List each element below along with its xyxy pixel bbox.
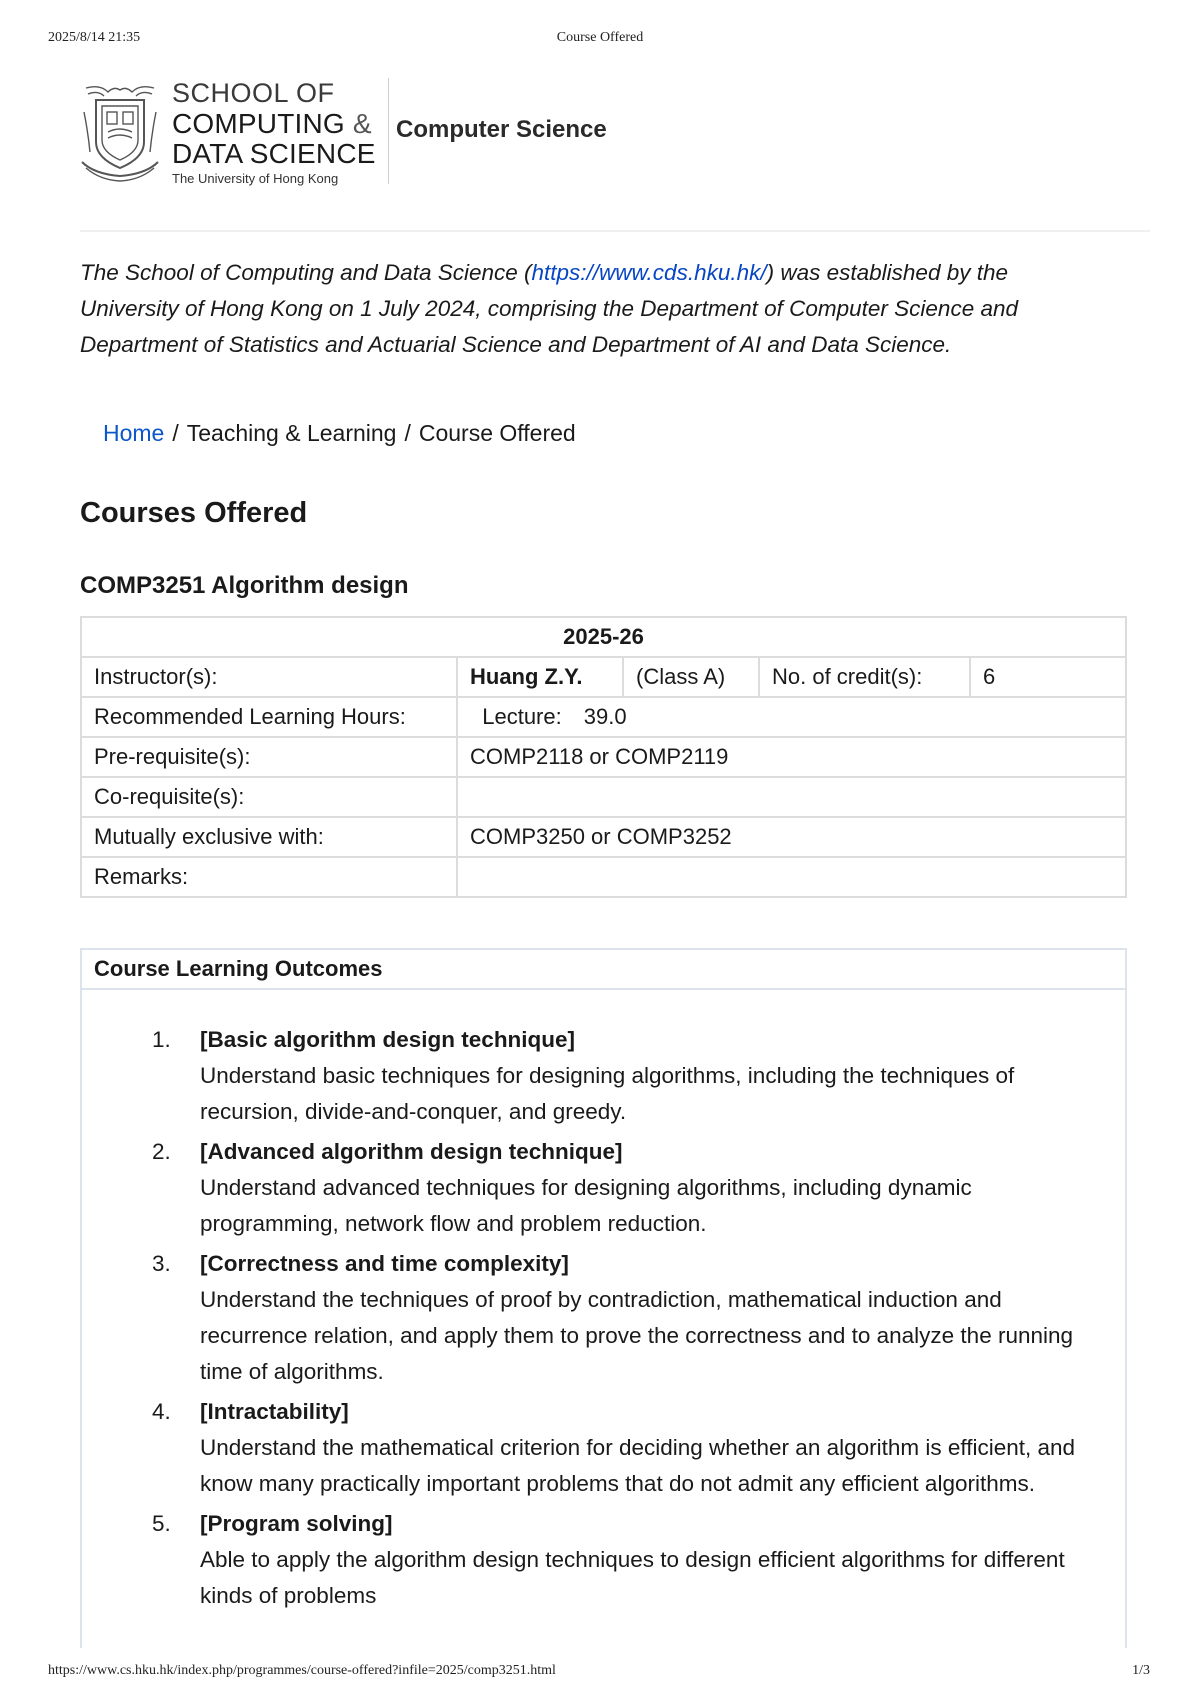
table-row-year [81,617,1126,657]
table-row-hours [81,697,1126,737]
learning-outcomes-heading: Course Learning Outcomes [82,950,1125,990]
instructor-label: Instructor(s): [81,657,457,697]
lecture-hours: 39.0 [583,704,627,729]
course-title: COMP3251 Algorithm design [80,572,409,599]
list-item [82,1022,1125,1130]
outcome-number: 1. [152,1027,171,1052]
lecture-label: Lecture: [482,704,562,729]
logo-line-university: The University of Hong Kong [172,171,339,186]
logo-line-computing [172,110,376,138]
header-divider [388,78,389,184]
outcome-title: [Basic algorithm design technique] [200,1027,576,1052]
hours-label: Recommended Learning Hours: [81,697,457,737]
print-page-number: 1/3 [1132,1663,1150,1678]
list-item [82,1506,1125,1614]
outcome-number: 4. [152,1399,171,1424]
list-item [82,1246,1125,1390]
instructor-name: Huang Z.Y. [457,657,623,697]
remarks-value [457,857,1126,897]
table-row-coreq [81,777,1126,817]
academic-year: 2025-26 [81,617,1126,657]
table-row-exclusive [81,817,1126,857]
outcome-title: [Advanced algorithm design technique] [200,1139,623,1164]
breadcrumb-separator: / [404,420,411,446]
cds-website-link[interactable]: https://www.cds.hku.hk/ [531,259,767,285]
intro-text-before: The School of Computing and Data Science ( [80,259,532,285]
breadcrumb [103,420,576,447]
department-title[interactable]: Computer Science [396,116,607,143]
hours-cell [457,697,1126,737]
outcome-list [82,1022,1125,1614]
print-header [0,30,1200,50]
outcome-description: Understand basic techniques for designing algorithms, including the techniques of recursion, divide-and-conquer, and greedy. [200,1063,1015,1124]
exclusive-label: Mutually exclusive with: [81,817,457,857]
outcome-description: Able to apply the algorithm design techniques to design efficient algorithms for different kinds of problems [200,1547,1065,1608]
print-footer [0,1663,1200,1683]
outcome-title: [Program solving] [200,1511,393,1536]
learning-outcomes-panel [80,948,1127,1648]
remarks-label: Remarks: [81,857,457,897]
site-header [80,78,1150,188]
prereq-value: COMP2118 or COMP2119 [457,737,1126,777]
outcome-description: Understand advanced techniques for designing algorithms, including dynamic programming, network flow and problem reduction. [200,1175,972,1236]
header-rule [80,230,1150,232]
print-page-title: Course Offered [556,30,644,45]
print-datetime: 2025/8/14 21:35 [48,30,141,45]
breadcrumb-home-link[interactable]: Home [103,420,165,446]
print-url: https://www.cs.hku.hk/index.php/programmes/course-offered?infile=2025/comp3251.html [48,1663,556,1678]
course-info-table [80,616,1127,898]
outcome-title: [Intractability] [200,1399,349,1424]
intro-paragraph [80,255,1060,363]
page-title: Courses Offered [80,497,308,529]
table-row-instructor [81,657,1126,697]
coreq-label: Co-requisite(s): [81,777,457,817]
school-logo-text[interactable] [172,80,376,185]
credits-label: No. of credit(s): [759,657,970,697]
table-row-prereq [81,737,1126,777]
list-item [82,1134,1125,1242]
logo-line-school-of: SCHOOL OF [172,78,335,108]
outcome-number: 3. [152,1251,171,1276]
outcome-number: 5. [152,1511,171,1536]
outcome-description: Understand the mathematical criterion for deciding whether an algorithm is efficient, and know many practically important problems that do not admit any efficient algorithms. [200,1435,1076,1496]
logo-line-data-science: DATA SCIENCE [172,138,376,169]
credits-value: 6 [970,657,1126,697]
breadcrumb-teaching[interactable]: Teaching & Learning [186,420,397,446]
breadcrumb-current: Course Offered [418,420,576,446]
list-item [82,1394,1125,1502]
outcome-title: [Correctness and time complexity] [200,1251,569,1276]
university-crest-icon[interactable] [80,82,160,182]
outcome-number: 2. [152,1139,171,1164]
logo-ampersand: & [352,108,372,139]
coreq-value [457,777,1126,817]
prereq-label: Pre-requisite(s): [81,737,457,777]
logo-computing-word: COMPUTING [172,108,345,139]
table-row-remarks [81,857,1126,897]
outcome-description: Understand the techniques of proof by contradiction, mathematical induction and recurrence relation, and apply them to prove the correctness and to analyze the running time of algorithms. [200,1287,1074,1384]
intro-text-after: ) was established by the University of Hong Kong on 1 July 2024, comprising the Department of Computer Science and Department of Statistics and Actuarial Science and Department of AI and Data Science. [80,259,1019,357]
breadcrumb-separator: / [172,420,179,446]
exclusive-value: COMP3250 or COMP3252 [457,817,1126,857]
instructor-class: (Class A) [623,657,759,697]
